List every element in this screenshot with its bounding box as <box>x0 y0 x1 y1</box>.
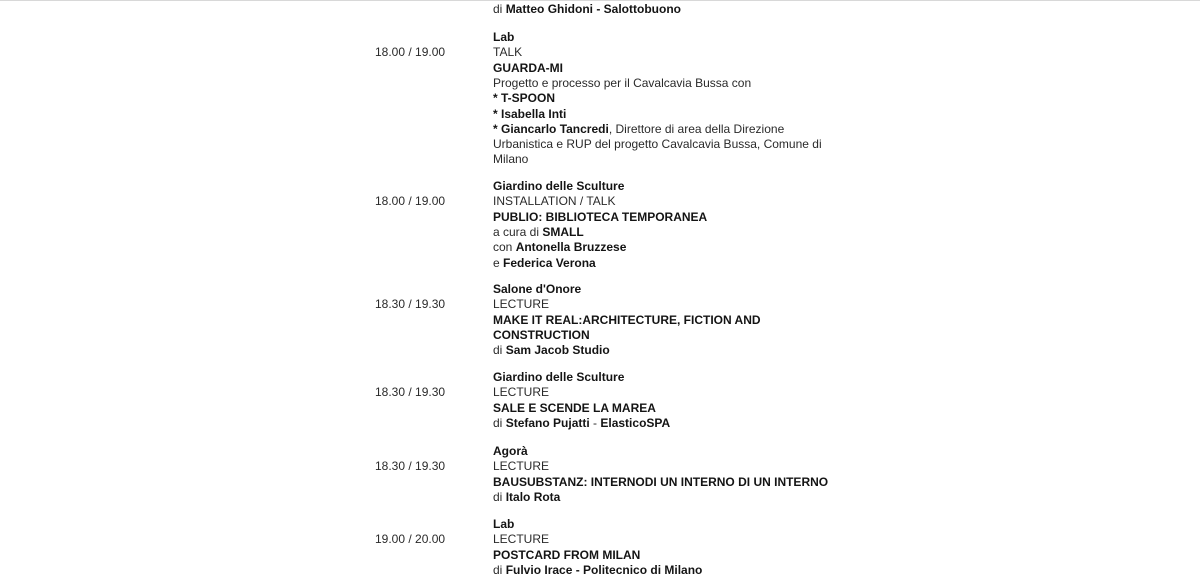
event-detail-segment: Stefano Pujatti <box>505 415 590 430</box>
event-detail-segment: e <box>493 255 504 270</box>
event-detail-line <box>493 416 843 431</box>
event-title: BAUSUBSTANZ: INTERNODI UN INTERNO DI UN INTERNO <box>493 474 829 489</box>
event-type: TALK <box>493 45 523 60</box>
event-detail-segment: , Direttore di area della Direzione <box>608 121 785 136</box>
lead-credit-prefix: di <box>493 2 503 16</box>
top-divider <box>0 0 1200 1</box>
event-location: Lab <box>493 30 515 44</box>
event-location: Agorà <box>493 444 528 458</box>
event-detail-segment: di <box>493 343 506 358</box>
event-location: Giardino delle Sculture <box>493 370 625 384</box>
event-detail-line <box>493 225 843 240</box>
event-detail-line <box>493 122 843 137</box>
event-detail-segment: di <box>493 562 506 577</box>
event-detail-segment: Antonella Bruzzese <box>515 240 627 255</box>
event-detail-segment: * Giancarlo Tancredi <box>493 121 609 136</box>
event-detail-segment: di <box>493 489 506 504</box>
event-detail-segment: a cura di <box>493 224 543 239</box>
event-detail-line: * T-SPOON <box>493 91 556 106</box>
event-detail-line: * Isabella Inti <box>493 106 567 121</box>
event-detail-segment: SMALL <box>542 224 584 239</box>
event-detail-line <box>493 343 843 358</box>
event-time: 19.00 / 20.00 <box>375 532 446 547</box>
event-detail-line: Urbanistica e RUP del progetto Cavalcavia Bussa, Comune di <box>493 137 822 152</box>
lead-credit-name: Matteo Ghidoni - Salottobuono <box>505 2 681 16</box>
event-type: LECTURE <box>493 532 550 547</box>
event-type: INSTALLATION / TALK <box>493 194 616 209</box>
event-time: 18.00 / 19.00 <box>375 45 446 60</box>
event-detail-line <box>493 256 843 271</box>
event-detail-line <box>493 240 843 255</box>
event-detail-segment: Sam Jacob Studio <box>505 343 610 358</box>
event-time: 18.30 / 19.30 <box>375 297 446 312</box>
event-detail-line <box>493 490 843 505</box>
lead-credit-line <box>493 2 843 17</box>
event-type: LECTURE <box>493 297 550 312</box>
event-detail-segment: Federica Verona <box>503 255 596 270</box>
event-type: LECTURE <box>493 459 550 474</box>
event-title: SALE E SCENDE LA MAREA <box>493 400 656 415</box>
event-title: GUARDA-MI <box>493 60 563 75</box>
event-detail-segment: Fulvio Irace - Politecnico di Milano <box>505 562 703 577</box>
event-title: MAKE IT REAL:ARCHITECTURE, FICTION AND <box>493 312 761 327</box>
event-location: Lab <box>493 517 515 531</box>
event-detail-segment: con <box>493 240 516 255</box>
event-time: 18.00 / 19.00 <box>375 194 446 209</box>
event-type: LECTURE <box>493 385 550 400</box>
event-detail-line: Progetto e processo per il Cavalcavia Bussa con <box>493 75 752 90</box>
event-detail-segment: - <box>589 415 601 430</box>
event-time: 18.30 / 19.30 <box>375 459 446 474</box>
event-title: PUBLIO: BIBLIOTECA TEMPORANEA <box>493 209 708 224</box>
event-detail-segment: Italo Rota <box>505 489 561 504</box>
event-title: POSTCARD FROM MILAN <box>493 547 641 562</box>
event-detail-segment: di <box>493 415 506 430</box>
event-detail-line: CONSTRUCTION <box>493 327 590 342</box>
event-time: 18.30 / 19.30 <box>375 385 446 400</box>
event-location: Giardino delle Sculture <box>493 179 625 193</box>
event-detail-line <box>493 563 843 578</box>
event-detail-segment: ElasticoSPA <box>600 415 671 430</box>
event-location: Salone d'Onore <box>493 282 582 296</box>
event-detail-line: Milano <box>493 152 529 167</box>
